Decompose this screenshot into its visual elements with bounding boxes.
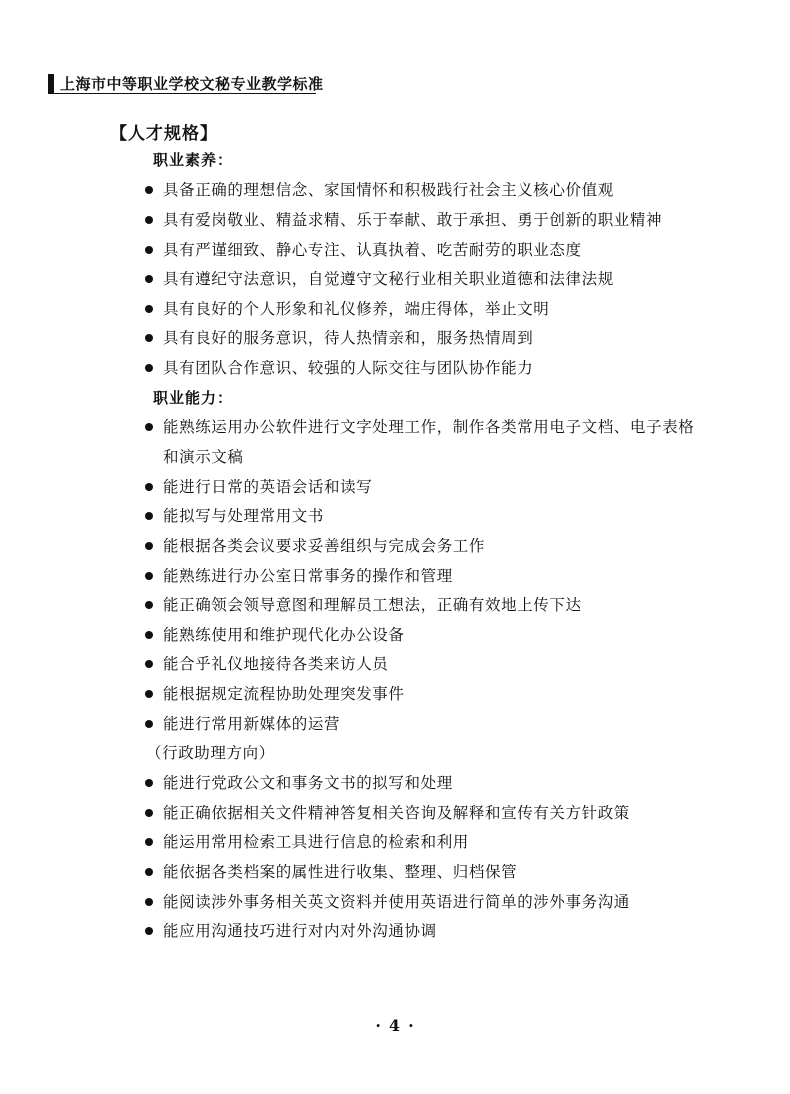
subheading-professional-abilities: 职业能力： <box>153 389 234 407</box>
footer-dot-left: · <box>375 1016 382 1035</box>
page-number: 4 <box>388 1016 402 1035</box>
bullet-icon <box>145 186 153 194</box>
page-number-footer <box>0 1016 790 1035</box>
bullet-icon <box>145 779 153 787</box>
list-item: 具有遵纪守法意识，自觉遵守文秘行业相关职业道德和法律法规 <box>163 270 614 288</box>
bullet-icon <box>145 809 153 817</box>
bullet-icon <box>145 512 153 520</box>
bullet-icon <box>145 572 153 580</box>
bullet-icon <box>145 898 153 906</box>
bullet-icon <box>145 423 153 431</box>
bullet-icon <box>145 631 153 639</box>
list-item: 具有团队合作意识、较强的人际交往与团队协作能力 <box>163 359 534 377</box>
list-item: 能进行党政公文和事务文书的拟写和处理 <box>163 774 453 792</box>
subheading-admin-direction: （行政助理方向） <box>146 744 275 762</box>
header-rule <box>48 93 316 94</box>
list-item: 能运用常用检索工具进行信息的检索和利用 <box>163 833 469 851</box>
running-header <box>48 73 324 93</box>
list-item: 能熟练进行办公室日常事务的操作和管理 <box>163 567 453 585</box>
list-item: 具有爱岗敬业、精益求精、乐于奉献、敢于承担、勇于创新的职业精神 <box>163 211 663 229</box>
list-item: 具有良好的服务意识，待人热情亲和，服务热情周到 <box>163 329 534 347</box>
bullet-icon <box>145 334 153 342</box>
bullet-icon <box>145 246 153 254</box>
list-item: 能进行常用新媒体的运营 <box>163 715 341 733</box>
list-item: 能熟练运用办公软件进行文字处理工作，制作各类常用电子文档、电子表格 <box>163 418 695 436</box>
list-item: 能熟练使用和维护现代化办公设备 <box>163 626 405 644</box>
list-item: 能拟写与处理常用文书 <box>163 507 325 525</box>
list-item: 能应用沟通技巧进行对内对外沟通协调 <box>163 922 437 940</box>
bullet-icon <box>145 838 153 846</box>
list-item: 能阅读涉外事务相关英文资料并使用英语进行简单的涉外事务沟通 <box>163 893 630 911</box>
bullet-icon <box>145 216 153 224</box>
list-item: 能根据规定流程协助处理突发事件 <box>163 685 405 703</box>
section-title: 【人才规格】 <box>110 124 218 144</box>
bullet-icon <box>145 868 153 876</box>
list-item: 能依据各类档案的属性进行收集、整理、归档保管 <box>163 863 518 881</box>
subheading-professional-qualities: 职业素养： <box>153 151 234 169</box>
bullet-icon <box>145 660 153 668</box>
list-item: 能正确依据相关文件精神答复相关咨询及解释和宣传有关方针政策 <box>163 804 630 822</box>
header-marker-bar <box>48 74 54 93</box>
list-item: 能合乎礼仪地接待各类来访人员 <box>163 655 389 673</box>
bullet-icon <box>145 601 153 609</box>
list-item: 具有严谨细致、静心专注、认真执着、吃苦耐劳的职业态度 <box>163 241 582 259</box>
bullet-icon <box>145 275 153 283</box>
list-item: 具备正确的理想信念、家国情怀和积极践行社会主义核心价值观 <box>163 181 614 199</box>
header-title: 上海市中等职业学校文秘专业教学标准 <box>60 74 324 93</box>
bullet-icon <box>145 927 153 935</box>
list-item: 能进行日常的英语会话和读写 <box>163 478 373 496</box>
bullet-icon <box>145 542 153 550</box>
list-item: 能正确领会领导意图和理解员工想法，正确有效地上传下达 <box>163 596 582 614</box>
bullet-icon <box>145 720 153 728</box>
bullet-icon <box>145 690 153 698</box>
bullet-icon <box>145 483 153 491</box>
list-item-continuation: 和演示文稿 <box>163 448 244 466</box>
bullet-icon <box>145 305 153 313</box>
bullet-icon <box>145 364 153 372</box>
list-item: 具有良好的个人形象和礼仪修养，端庄得体，举止文明 <box>163 300 550 318</box>
footer-dot-right: · <box>408 1016 415 1035</box>
list-item: 能根据各类会议要求妥善组织与完成会务工作 <box>163 537 486 555</box>
